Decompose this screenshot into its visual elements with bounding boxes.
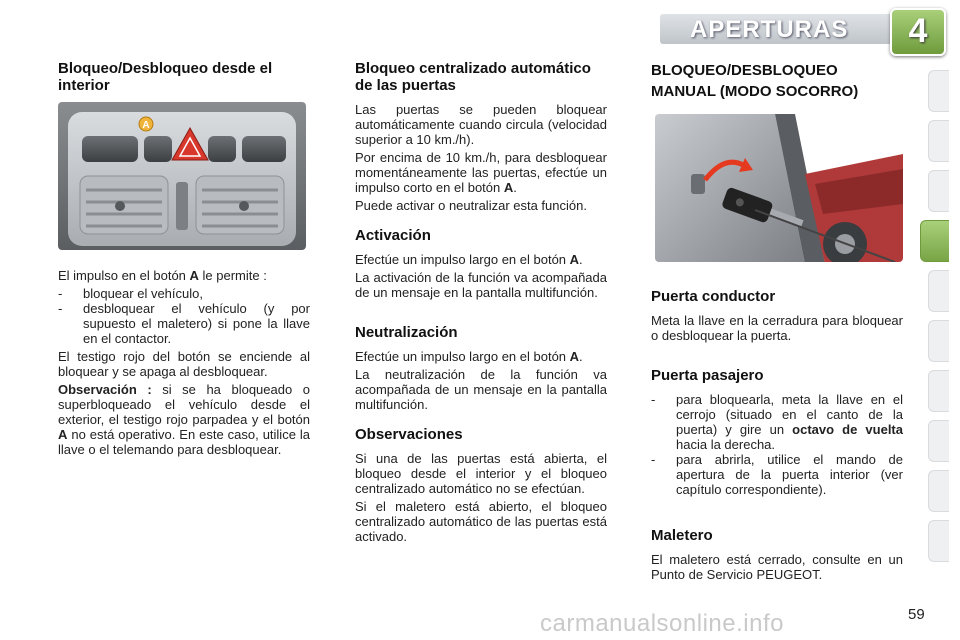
intro-text: El impulso en el botón A le permite : (58, 268, 267, 283)
list-item: - desbloquear el vehículo (y por supuesto el maletero) si pone la llave en el contactor. (58, 301, 310, 346)
trunk-heading: Maletero (651, 527, 713, 544)
watermark: carmanualsonline.info (540, 610, 784, 637)
page-number: 59 (908, 606, 925, 623)
paragraph: Por encima de 10 km./h, para desbloquear momentáneamente las puertas, efectúe un impulso corto en el botón A. (355, 150, 607, 195)
list-item: - para abrirla, utilice el mando de apertura de la puerta interior (ver capítulo correspondiente). (651, 452, 903, 497)
section-heading: Bloqueo/Desbloqueo desde el interior (58, 60, 273, 94)
chapter-number: 4 (908, 12, 928, 50)
side-tab-3 (928, 170, 949, 212)
door-lock-figure (655, 114, 903, 262)
section-heading: BLOQUEO/DESBLOQUEO MANUAL (MODO SOCORRO) (651, 62, 859, 100)
side-tab-7 (928, 370, 949, 412)
callout-label-a: A (142, 120, 150, 131)
column-interior-locking (58, 60, 310, 460)
paragraph: Meta la llave en la cerradura para bloquear o desbloquear la puerta. (651, 313, 903, 343)
neutralization-heading: Neutralización (355, 324, 458, 341)
paragraph: Las puertas se pueden bloquear automáticamente cuando circula (velocidad superior a 10 km./h). (355, 102, 607, 147)
list-item: - para bloquearla, meta la llave en el cerrojo (situado en el canto de la puerta) y gire un octavo de vuelta hacia la derecha. (651, 392, 903, 452)
paragraph: La neutralización de la función va acompañada de un mensaje en la pantalla multifunción. (355, 367, 607, 412)
side-tab-1 (928, 70, 949, 112)
side-tab-10 (928, 520, 949, 562)
paragraph: Puede activar o neutralizar esta función. (355, 198, 587, 213)
column-manual-locking (651, 60, 903, 585)
page-header (0, 0, 960, 56)
note-text: Observación : si se ha bloqueado o superbloqueado el vehículo desde el exterior, el testigo rojo parpadea y el botón A no está operativo. En este caso, utilice la llave o el telemando para desbloquear. (58, 382, 310, 457)
action-list (58, 286, 310, 346)
section-heading: Bloqueo centralizado automático de las puertas (355, 60, 591, 94)
paragraph: La activación de la función va acompañada de un mensaje en la pantalla multifunción. (355, 270, 607, 300)
paragraph: El maletero está cerrado, consulte en un Punto de Servicio PEUGEOT. (651, 552, 903, 582)
chapter-badge (890, 8, 946, 56)
side-tab-9 (928, 470, 949, 512)
column-central-locking (355, 60, 607, 547)
observations-heading: Observaciones (355, 426, 463, 443)
side-tab-strip (928, 70, 960, 580)
driver-door-heading: Puerta conductor (651, 288, 776, 305)
side-tab-2 (928, 120, 949, 162)
side-tab-5 (928, 270, 949, 312)
paragraph: Si el maletero está abierto, el bloqueo centralizado automático de las puertas está activado. (355, 499, 607, 544)
indicator-text: El testigo rojo del botón se enciende al bloquear y se apaga al desbloquear. (58, 349, 310, 379)
dashboard-button-illustration (58, 102, 306, 250)
side-tab-8 (928, 420, 949, 462)
side-tab-6 (928, 320, 949, 362)
paragraph: Efectúe un impulso largo en el botón A. (355, 252, 583, 267)
door-key-illustration (655, 114, 903, 262)
paragraph: Si una de las puertas está abierta, el bloqueo desde el interior y el bloqueo centralizado automático no se efectúan. (355, 451, 607, 496)
paragraph: Efectúe un impulso largo en el botón A. (355, 349, 583, 364)
dashboard-figure (58, 102, 306, 250)
side-tab-4-active (920, 220, 949, 262)
chapter-title: APERTURAS (690, 16, 849, 43)
passenger-door-heading: Puerta pasajero (651, 367, 764, 384)
activation-heading: Activación (355, 227, 431, 244)
passenger-list (651, 392, 903, 497)
list-item: - bloquear el vehículo, (58, 286, 310, 301)
